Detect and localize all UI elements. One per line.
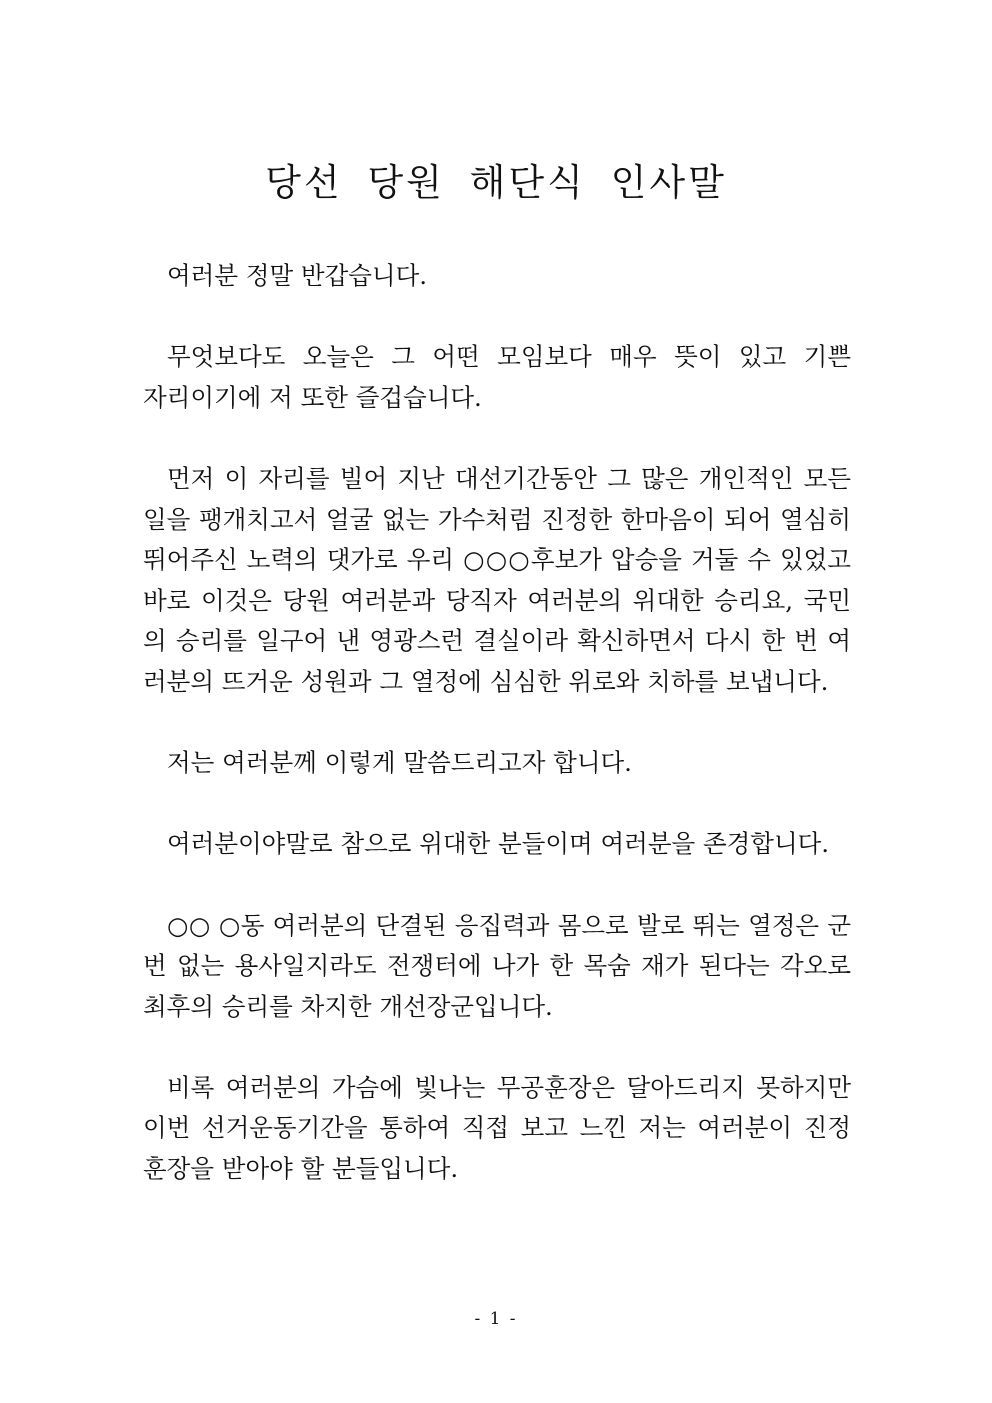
document-body [143, 256, 851, 1230]
paragraph-joy: 무엇보다도 오늘은 그 어떤 모임보다 매우 뜻이 있고 기쁜 자리이기에 저 또한 즐겁습니다. [143, 342, 851, 412]
paragraph-greeting: 여러분 정말 반갑습니다. [167, 261, 428, 290]
paragraph-medal: 비록 여러분의 가슴에 빛나는 무공훈장은 달아드리지 못하지만 이번 선거운동기간을 통하여 직접 보고 느낀 저는 여러분이 진정 훈장을 받아야 할 분들입니다. [143, 1072, 851, 1184]
paragraph-thanks: 먼저 이 자리를 빌어 지난 대선기간동안 그 많은 개인적인 모든 일을 팽개치고서 얼굴 없는 가수처럼 진정한 한마음이 되어 열심히 뛰어주신 노력의 댓가로 우리 ○○○후보가 압승을 거둘 수 있었고 바로 이것은 당원 여러분과 당직자 여러분의 위대한 승리요, 국민의 승리를 일구어 낸 영광스런 결실이라 확신하면서 다시 한 번 여러분의 뜨거운 성원과 그 열정에 심심한 위로와 치하를 보냅니다. [143, 463, 851, 696]
document-title: 당선 당원 해단식 인사말 [265, 161, 727, 204]
paragraph-unity: ○○ ○동 여러분의 단결된 응집력과 몸으로 발로 뛰는 열정은 군번 없는 용사일지라도 전쟁터에 나가 한 목숨 재가 된다는 각오로 최후의 승리를 차지한 개선장군입니다. [143, 910, 851, 1021]
page-number: - 1 - [474, 1309, 518, 1329]
paragraph-intent: 저는 여러분께 이렇게 말씀드리고자 합니다. [167, 748, 632, 778]
paragraph-respect: 여러분이야말로 참으로 위대한 분들이며 여러분을 존경합니다. [167, 829, 830, 859]
